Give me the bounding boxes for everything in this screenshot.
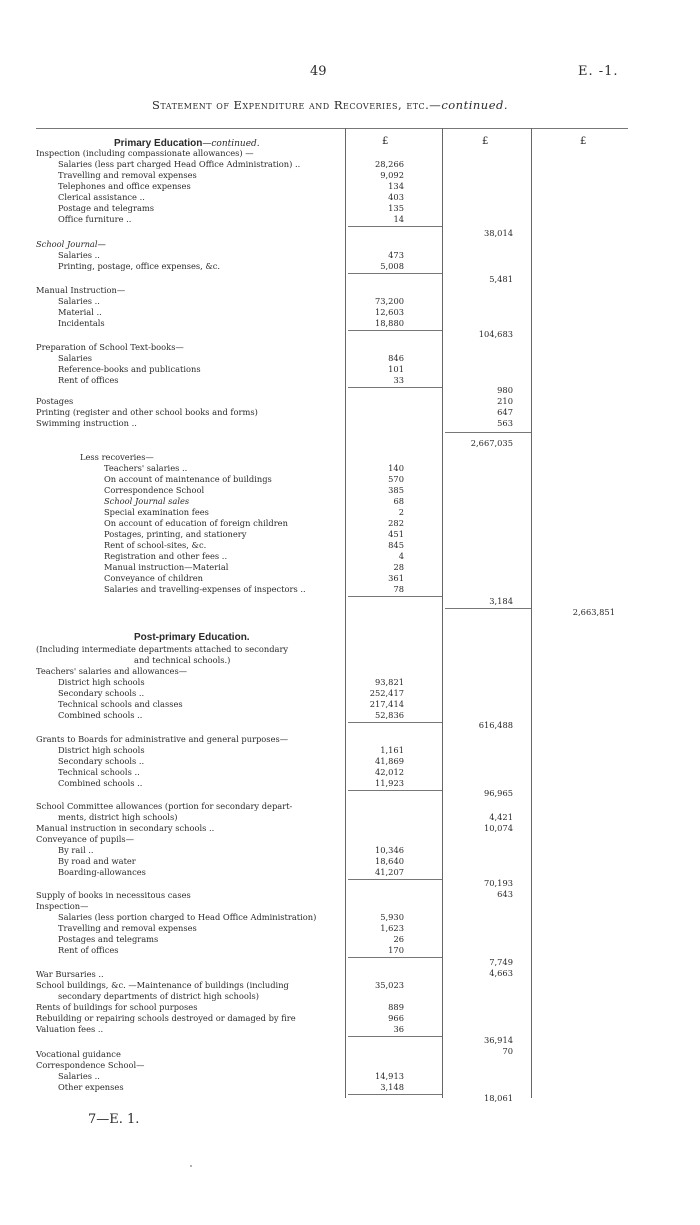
row-label: Preparation of School Text-books— — [36, 342, 184, 352]
row-value: 12,603 — [374, 307, 404, 317]
row-value: 563 — [497, 418, 513, 428]
subtotal-rule — [348, 879, 442, 880]
row-label: School Journal— — [36, 239, 106, 249]
row-label: Special examination fees — [104, 507, 209, 517]
subtotal-rule — [348, 1036, 442, 1037]
row-value: 210 — [497, 396, 513, 406]
row-value: 140 — [388, 463, 404, 473]
row-label: School Journal sales — [104, 496, 190, 506]
primary-heading: Primary Education—continued. — [114, 138, 260, 149]
row-value: 282 — [388, 518, 404, 528]
row-label: Printing (register and other school books and forms) — [36, 407, 258, 417]
row-value: 9,092 — [380, 170, 404, 180]
subtotal-rule — [348, 1094, 442, 1095]
footer-signature: 7—E. 1. — [88, 1112, 140, 1127]
row-value: 10,346 — [374, 845, 404, 855]
row-label: Valuation fees .. — [36, 1024, 104, 1034]
row-label: Conveyance of pupils— — [36, 834, 134, 844]
row-label: Grants to Boards for administrative and general purposes— — [36, 734, 289, 744]
row-value: 845 — [388, 540, 404, 550]
row-value: 647 — [497, 407, 513, 417]
row-label: School buildings, &c. —Maintenance of buildings (including — [36, 980, 289, 990]
column-rule-2 — [442, 128, 443, 1098]
row-label: District high schools — [58, 745, 145, 755]
row-value: 4,663 — [489, 968, 513, 978]
row-value: 41,869 — [374, 756, 404, 766]
row-label: ments, district high schools) — [58, 812, 178, 822]
row-label: Travelling and removal expenses — [58, 170, 197, 180]
row-value: 41,207 — [374, 867, 404, 877]
subtotal-value: 980 — [497, 385, 513, 395]
row-value: 73,200 — [374, 296, 404, 306]
row-value: 217,414 — [369, 699, 404, 709]
row-value: 403 — [388, 192, 404, 202]
row-label: Salaries — [58, 353, 93, 363]
row-label: Postages and telegrams — [58, 934, 159, 944]
recoveries-total: 3,184 — [489, 596, 513, 606]
subtotal-value: 18,061 — [483, 1093, 513, 1103]
row-label: Salaries .. — [58, 296, 100, 306]
row-value: 966 — [388, 1013, 404, 1023]
row-value: 5,008 — [380, 261, 404, 271]
page-title: Statement of Expenditure and Recoveries, etc.—continued. — [151, 98, 509, 112]
row-label: Teachers' salaries .. — [104, 463, 188, 473]
row-value: 10,074 — [483, 823, 513, 833]
row-value: 889 — [388, 1002, 404, 1012]
row-label: Correspondence School — [104, 485, 205, 495]
row-label: Secondary schools .. — [58, 756, 145, 766]
row-value: 134 — [388, 181, 404, 191]
table-top-rule — [36, 128, 628, 129]
row-label: Boarding-allowances — [58, 867, 146, 877]
row-value: 4,421 — [489, 812, 513, 822]
row-label: Registration and other fees .. — [104, 551, 228, 561]
total-rule — [445, 432, 531, 433]
column-rule-3 — [531, 128, 532, 1098]
row-label: Supply of books in necessitous cases — [36, 890, 191, 900]
subtotal-rule — [348, 330, 442, 331]
row-value: 28 — [393, 562, 404, 572]
row-label: Salaries (less part charged Head Office Administration) .. — [58, 159, 301, 169]
row-value: 2 — [398, 507, 404, 517]
subtotal-rule — [348, 226, 442, 227]
net-total: 2,663,851 — [572, 607, 615, 617]
row-value: 93,821 — [374, 677, 404, 687]
row-label: On account of maintenance of buildings — [104, 474, 272, 484]
row-label: Salaries .. — [58, 250, 100, 260]
row-value: 451 — [388, 529, 404, 539]
row-label: Inspection (including compassionate allowances) — — [36, 148, 254, 158]
row-label: Postages, printing, and stationery — [104, 529, 247, 539]
subtotal-value: 36,914 — [483, 1035, 513, 1045]
subtotal-value: 616,488 — [478, 720, 513, 730]
row-label: Technical schools and classes — [58, 699, 183, 709]
row-value: 5,930 — [380, 912, 404, 922]
row-value: 14,913 — [374, 1071, 404, 1081]
row-label: By road and water — [58, 856, 136, 866]
subtotal-value: 104,683 — [478, 329, 513, 339]
row-value: 36 — [393, 1024, 404, 1034]
speck — [190, 1165, 192, 1167]
subtotal-rule — [348, 596, 442, 597]
row-label: District high schools — [58, 677, 145, 687]
row-label: Correspondence School— — [36, 1060, 145, 1070]
row-value: 52,836 — [374, 710, 404, 720]
document-reference: E. -1. — [578, 64, 619, 79]
row-label: Incidentals — [58, 318, 105, 328]
row-label: Vocational guidance — [36, 1049, 121, 1059]
row-label: Manual instruction—Material — [104, 562, 229, 572]
row-label: Inspection— — [36, 901, 89, 911]
column-header-1: £ — [382, 136, 389, 147]
row-value: 1,623 — [380, 923, 404, 933]
subtotal-rule — [348, 957, 442, 958]
row-label: By rail .. — [58, 845, 94, 855]
row-label: Material .. — [58, 307, 102, 317]
row-value: 68 — [393, 496, 404, 506]
row-value: 1,161 — [380, 745, 404, 755]
row-label: Salaries (less portion charged to Head Office Administration) — [58, 912, 317, 922]
row-value: 18,640 — [374, 856, 404, 866]
row-value: 14 — [393, 214, 404, 224]
row-label: Rebuilding or repairing schools destroyed or damaged by fire — [36, 1013, 296, 1023]
gross-total: 2,667,035 — [470, 438, 513, 448]
row-label: Swimming instruction .. — [36, 418, 137, 428]
row-value: 252,417 — [369, 688, 404, 698]
row-value: 101 — [388, 364, 404, 374]
subtotal-value: 5,481 — [489, 274, 513, 284]
subtotal-rule — [348, 722, 442, 723]
subtotal-rule — [348, 273, 442, 274]
row-label: On account of education of foreign children — [104, 518, 288, 528]
column-header-2: £ — [482, 136, 489, 147]
row-value: 3,148 — [380, 1082, 404, 1092]
row-value: 361 — [388, 573, 404, 583]
row-label: Office furniture .. — [58, 214, 132, 224]
row-value: 473 — [388, 250, 404, 260]
row-label: Secondary schools .. — [58, 688, 145, 698]
row-value: 170 — [388, 945, 404, 955]
row-label: Manual Instruction— — [36, 285, 126, 295]
row-label: Conveyance of children — [104, 573, 203, 583]
note: and technical schools.) — [134, 655, 231, 665]
subtotal-value: 70,193 — [483, 878, 513, 888]
row-value: 42,012 — [374, 767, 404, 777]
row-label: Technical schools .. — [58, 767, 140, 777]
row-value: 78 — [393, 584, 404, 594]
row-label: Travelling and removal expenses — [58, 923, 197, 933]
row-value: 4 — [398, 551, 404, 561]
row-label: Combined schools .. — [58, 710, 143, 720]
row-label: Clerical assistance .. — [58, 192, 145, 202]
row-value: 846 — [388, 353, 404, 363]
row-label: Reference-books and publications — [58, 364, 201, 374]
row-label: secondary departments of district high schools) — [58, 991, 260, 1001]
row-value: 385 — [388, 485, 404, 495]
row-label: Teachers' salaries and allowances— — [36, 666, 188, 676]
page-number: 49 — [310, 64, 327, 79]
post-primary-heading: Post-primary Education. — [134, 632, 250, 643]
row-label: Rent of school-sites, &c. — [104, 540, 207, 550]
row-label: Postage and telegrams — [58, 203, 155, 213]
subtotal-value: 7,749 — [489, 957, 513, 967]
row-value: 135 — [388, 203, 404, 213]
column-rule-1 — [345, 128, 346, 1098]
row-label: Printing, postage, office expenses, &c. — [58, 261, 221, 271]
row-value: 18,880 — [374, 318, 404, 328]
row-value: 11,923 — [374, 778, 404, 788]
row-label: Postages — [36, 396, 74, 406]
row-value: 70 — [502, 1046, 513, 1056]
row-label: Less recoveries— — [80, 452, 154, 462]
row-value: 33 — [393, 375, 404, 385]
subtotal-value: 38,014 — [483, 228, 513, 238]
note: (Including intermediate departments attached to secondary — [36, 644, 289, 654]
row-label: Salaries .. — [58, 1071, 100, 1081]
total-rule — [445, 608, 531, 609]
row-label: Rent of offices — [58, 945, 119, 955]
subtotal-rule — [348, 790, 442, 791]
row-label: Telephones and office expenses — [58, 181, 191, 191]
row-value: 28,266 — [374, 159, 404, 169]
row-value: 35,023 — [374, 980, 404, 990]
row-label: Rents of buildings for school purposes — [36, 1002, 198, 1012]
row-label: Manual instruction in secondary schools .. — [36, 823, 215, 833]
row-value: 643 — [497, 889, 513, 899]
row-value: 570 — [388, 474, 404, 484]
subtotal-value: 96,965 — [483, 788, 513, 798]
column-header-3: £ — [580, 136, 587, 147]
row-value: 26 — [393, 934, 404, 944]
subtotal-rule — [348, 387, 442, 388]
row-label: Combined schools .. — [58, 778, 143, 788]
row-label: School Committee allowances (portion for secondary depart- — [36, 801, 293, 811]
row-label: Other expenses — [58, 1082, 124, 1092]
row-label: Salaries and travelling-expenses of inspectors .. — [104, 584, 306, 594]
row-label: War Bursaries .. — [36, 969, 104, 979]
row-label: Rent of offices — [58, 375, 119, 385]
